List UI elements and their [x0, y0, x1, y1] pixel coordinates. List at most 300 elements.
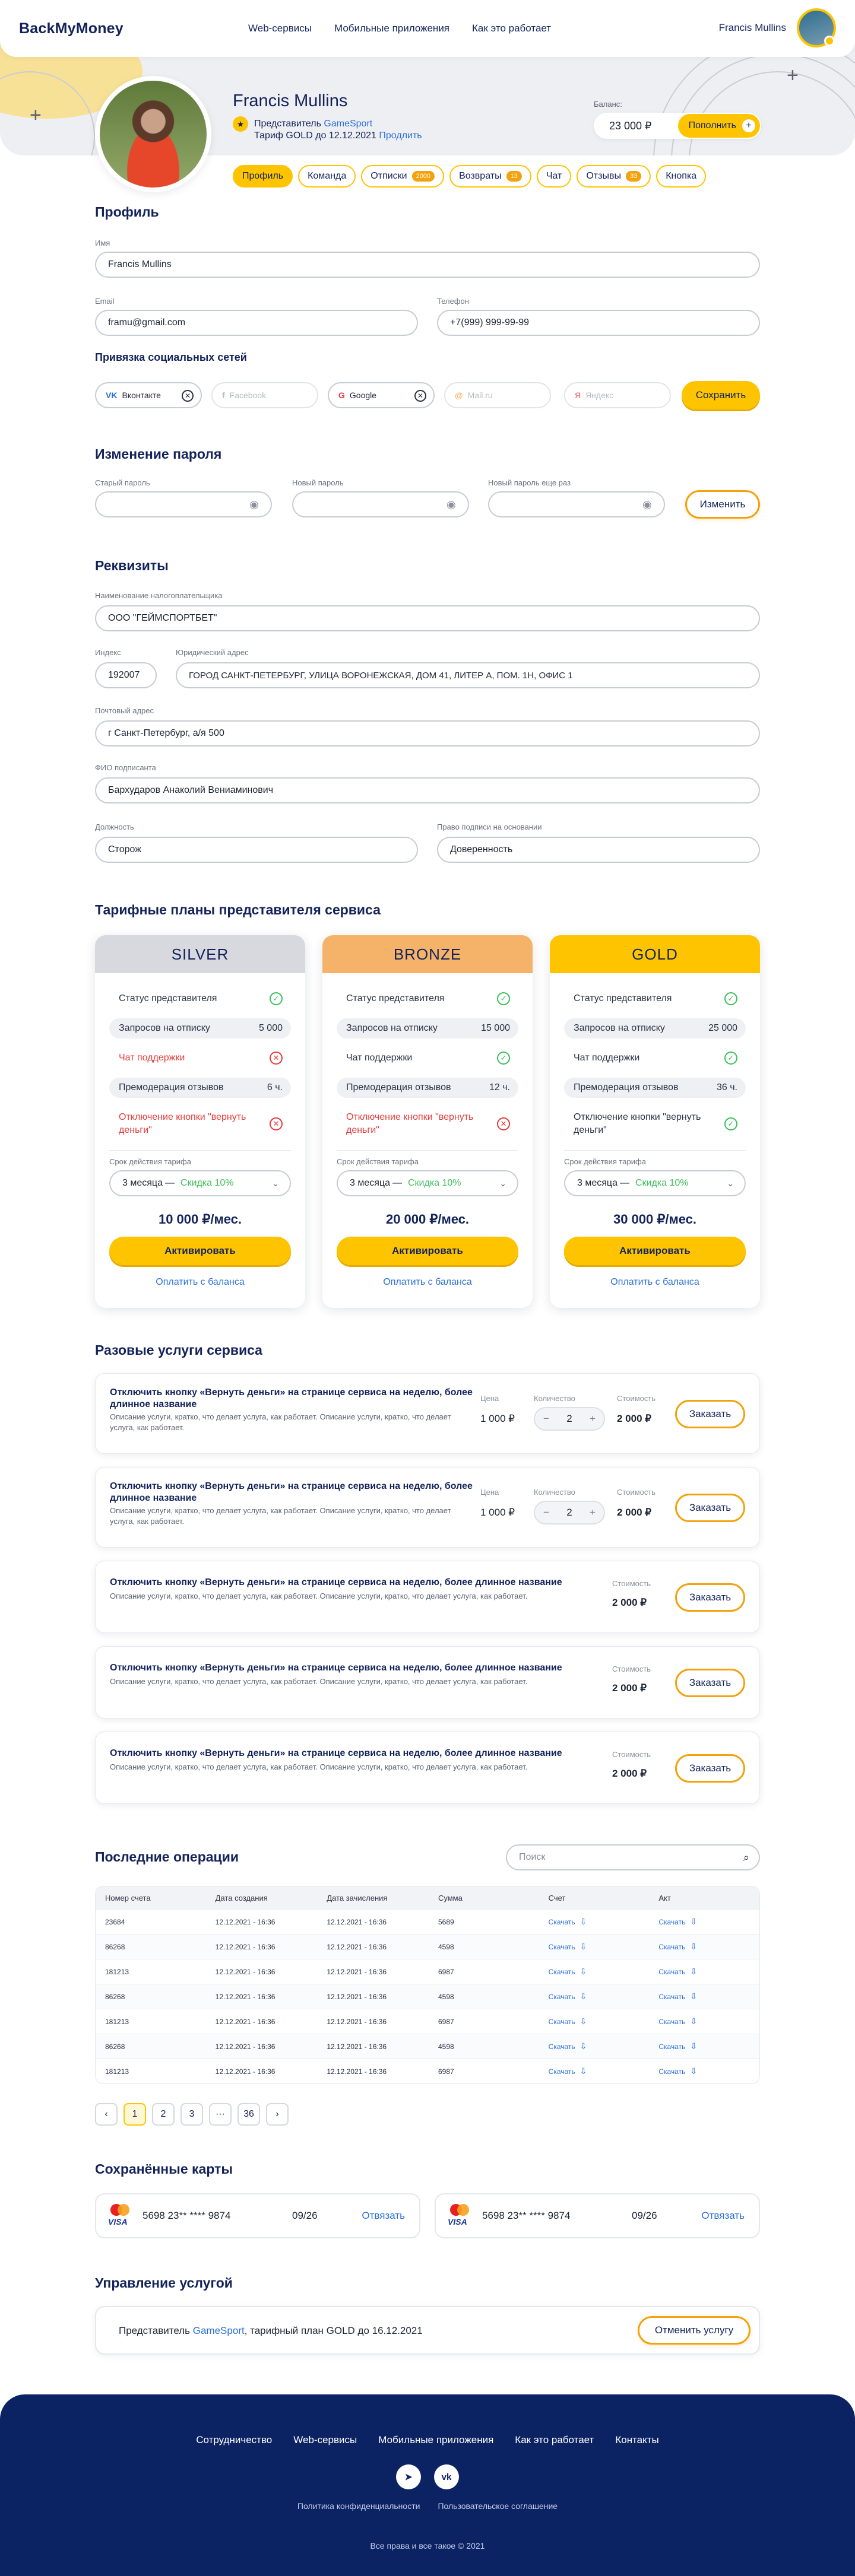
feature-label: Премодерация отзывов: [346, 1082, 451, 1092]
activate-button[interactable]: Активировать: [337, 1237, 518, 1265]
save-button[interactable]: Сохранить: [682, 381, 760, 409]
social-label: Google: [349, 390, 377, 400]
price-label: Цена: [480, 1394, 499, 1403]
eye-icon[interactable]: ◉: [642, 498, 652, 510]
download-icon: ⇩: [690, 1991, 698, 2001]
download-invoice-link[interactable]: [539, 1910, 650, 1934]
plus-icon: +: [742, 119, 755, 132]
table-cell: 5689: [438, 1917, 454, 1926]
plan-card: [95, 935, 305, 1308]
download-act-link[interactable]: [649, 1984, 759, 2009]
social-title: Привязка социальных сетей: [95, 351, 247, 363]
new-password-field[interactable]: [292, 491, 469, 517]
download-invoice-link[interactable]: [539, 1935, 650, 1959]
cost-value: 2 000 ₽: [612, 1768, 647, 1779]
email-field[interactable]: framu@gmail.com: [95, 310, 418, 336]
table-row: [96, 1934, 759, 1959]
order-button[interactable]: Заказать: [675, 1400, 745, 1428]
search-icon[interactable]: ⌕: [743, 1851, 749, 1863]
plan-divider: [564, 1150, 746, 1151]
plan-feature-row: [337, 989, 518, 1009]
nav-mobile-apps[interactable]: Мобильные приложения: [334, 23, 450, 34]
term-value: 3 месяца: [577, 1178, 618, 1188]
download-label: Скачать: [548, 1917, 575, 1926]
column-header[interactable]: Сумма: [438, 1893, 463, 1902]
feature-value: 36 ч.: [716, 1082, 737, 1092]
position-field[interactable]: Сторож: [95, 837, 418, 863]
minus-icon[interactable]: −: [543, 1507, 549, 1518]
table-cell: 12.12.2021 - 16:36: [215, 1992, 276, 2001]
table-cell: 23684: [105, 1917, 125, 1926]
term-dash: —: [164, 1178, 175, 1188]
check-icon: ✓: [724, 1052, 737, 1065]
download-act-link[interactable]: [649, 1935, 759, 1959]
minus-icon[interactable]: −: [543, 1413, 549, 1424]
yandex-icon: Я: [575, 390, 581, 400]
plan-feature-row: [109, 1078, 291, 1098]
table-cell: 12.12.2021 - 16:36: [327, 1942, 387, 1951]
plus-icon[interactable]: +: [590, 1507, 596, 1518]
table-cell: 12.12.2021 - 16:36: [327, 2042, 387, 2051]
column-header[interactable]: Номер счета: [105, 1893, 151, 1902]
order-button[interactable]: Заказать: [675, 1669, 745, 1697]
tab-label: Команда: [308, 171, 347, 181]
mailru-icon: @: [455, 390, 463, 400]
feature-value: 6 ч.: [267, 1082, 283, 1092]
topup-label: Пополнить: [688, 120, 736, 131]
service-manage-panel: [95, 2306, 760, 2355]
pay-from-balance-link[interactable]: Оплатить с баланса: [383, 1277, 472, 1287]
cancel-service-button[interactable]: Отменить услугу: [638, 2316, 750, 2345]
column-header[interactable]: Счет: [548, 1893, 566, 1902]
cost-label: Стоимость: [612, 1579, 651, 1588]
table-row: [96, 1909, 759, 1934]
pay-from-balance-link[interactable]: Оплатить с баланса: [156, 1277, 245, 1287]
unlink-icon[interactable]: ✕: [414, 390, 426, 402]
term-label: Срок действия тарифа: [564, 1157, 646, 1166]
repeat-password-field[interactable]: [488, 491, 665, 517]
social-yandex[interactable]: [564, 382, 671, 408]
top-bar: [0, 0, 855, 57]
download-label: Скачать: [658, 1992, 686, 2001]
vk-icon: VK: [106, 390, 118, 400]
service-title: Отключить кнопку «Вернуть деньги» на странице сервиса на неделю, более длинное название: [110, 1387, 473, 1409]
table-header: [96, 1886, 759, 1909]
user-menu[interactable]: [719, 8, 836, 47]
social-google[interactable]: [328, 382, 435, 408]
quantity-value: 2: [566, 1507, 572, 1518]
company-link[interactable]: GameSport: [324, 119, 373, 129]
feature-value: 12 ч.: [489, 1082, 510, 1092]
avatar[interactable]: [797, 8, 836, 47]
feature-label: Чат поддержки: [574, 1053, 640, 1063]
social-facebook[interactable]: [211, 382, 318, 408]
price-value: 1 000 ₽: [480, 1413, 515, 1424]
tab-label: Профиль: [242, 171, 284, 181]
card-number: 5698 23** **** 9874: [482, 2210, 571, 2221]
social-vk[interactable]: [95, 382, 202, 408]
plan-feature-row: [564, 1048, 746, 1068]
download-label: Скачать: [548, 1967, 575, 1976]
requisites-title: Реквизиты: [95, 558, 169, 573]
tab-refunds[interactable]: [449, 165, 531, 188]
search-input[interactable]: [506, 1844, 760, 1870]
download-label: Скачать: [548, 2017, 575, 2026]
service-description: Описание услуги, кратко, что делает услуга, как работает. Описание услуги, кратко, что делает услуга, как работает.: [110, 1412, 451, 1432]
table-cell: 181213: [105, 1967, 129, 1976]
search-placeholder: Поиск: [519, 1852, 546, 1862]
check-icon: ✓: [497, 1052, 510, 1065]
footer-link-web[interactable]: Web-сервисы: [293, 2434, 357, 2445]
social-label: Яндекс: [585, 390, 614, 400]
social-label: Вконтакте: [122, 390, 161, 400]
cost-value: 2 000 ₽: [612, 1682, 647, 1694]
table-row: [96, 1959, 759, 1984]
plan-feature-row: [109, 989, 291, 1009]
signer-field[interactable]: Бархударов Анаколий Вениаминович: [95, 777, 760, 803]
plan-feature-row: [109, 1048, 291, 1068]
legal-address-field[interactable]: ГОРОД САНКТ-ПЕТЕРБУРГ, УЛИЦА ВОРОНЕЖСКАЯ, ДОМ 41, ЛИТЕР А, ПОМ. 1Н, ОФИС 1: [176, 662, 760, 688]
download-label: Скачать: [548, 2042, 575, 2051]
download-label: Скачать: [658, 1942, 686, 1951]
price-label: Цена: [480, 1488, 499, 1497]
tab-label: Отписки: [370, 171, 407, 181]
old-password-label: Старый пароль: [95, 478, 150, 487]
download-invoice-link[interactable]: [539, 2009, 650, 2034]
feature-label: Чат поддержки: [346, 1053, 413, 1063]
name-field[interactable]: Francis Mullins: [95, 252, 760, 278]
term-dash: —: [392, 1178, 402, 1188]
page-button[interactable]: 1: [124, 2103, 146, 2126]
cost-label: Стоимость: [612, 1750, 651, 1759]
activate-button[interactable]: Активировать: [564, 1237, 746, 1265]
check-icon: ✓: [724, 1117, 737, 1130]
download-icon: ⇩: [690, 1942, 698, 1951]
service-item: [95, 1646, 760, 1719]
cost-value: 2 000 ₽: [617, 1413, 652, 1424]
service-description: Описание услуги, кратко, что делает услуга, как работает. Описание услуги, кратко, что делает услуга, как работает.: [110, 1677, 528, 1686]
count-badge: 2000: [412, 171, 435, 182]
table-cell: 12.12.2021 - 16:36: [215, 1917, 276, 1926]
manage-prefix: Представитель: [119, 2325, 191, 2336]
index-field[interactable]: 192007: [95, 662, 157, 688]
tab-team[interactable]: [298, 165, 356, 188]
page-button[interactable]: 3: [180, 2103, 203, 2126]
plan-feature-row: [337, 1018, 518, 1038]
plan-divider: [109, 1150, 291, 1151]
service-description: Описание услуги, кратко, что делает услуга, как работает. Описание услуги, кратко, что делает услуга, как работает.: [110, 1592, 528, 1600]
download-icon: ⇩: [580, 1917, 587, 1926]
operations-title: Последние операции: [95, 1849, 239, 1864]
table-cell: 4598: [438, 1942, 454, 1951]
feature-label: Отключение кнопки "вернуть деньги": [346, 1112, 474, 1135]
pay-from-balance-link[interactable]: Оплатить с баланса: [610, 1277, 699, 1287]
download-icon: ⇩: [690, 1917, 698, 1926]
table-cell: 181213: [105, 2017, 129, 2026]
check-icon: ✓: [270, 992, 283, 1005]
term-value: 3 месяца: [350, 1178, 390, 1188]
order-button[interactable]: Заказать: [675, 1754, 745, 1783]
table-cell: 12.12.2021 - 16:36: [215, 1942, 276, 1951]
footer-link-contacts[interactable]: Контакты: [615, 2434, 659, 2445]
plan-price: 20 000 ₽/мес.: [385, 1212, 470, 1227]
social-mailru[interactable]: [444, 382, 551, 408]
download-label: Скачать: [658, 1917, 686, 1926]
profile-tariff: [254, 131, 422, 141]
index-label: Индекс: [95, 648, 121, 657]
unlink-icon[interactable]: ✕: [182, 390, 194, 402]
unlink-card-link[interactable]: Отвязать: [362, 2210, 405, 2221]
price-value: 1 000 ₽: [480, 1507, 515, 1518]
column-header[interactable]: Дата зачисления: [327, 1893, 388, 1902]
count-badge: 13: [506, 171, 522, 182]
saved-card: [435, 2193, 760, 2238]
service-title: Отключить кнопку «Вернуть деньги» на странице сервиса на неделю, более длинное название: [110, 1748, 562, 1758]
download-label: Скачать: [658, 1967, 686, 1976]
term-select[interactable]: [564, 1170, 746, 1196]
google-icon: G: [338, 390, 345, 400]
download-label: Скачать: [548, 1992, 575, 2001]
chevron-down-icon: ⌄: [727, 1179, 734, 1188]
table-cell: 86268: [105, 1942, 125, 1951]
cost-label: Стоимость: [617, 1488, 656, 1497]
card-expiry: 09/26: [292, 2210, 318, 2221]
cross-icon: ✕: [270, 1117, 283, 1130]
feature-label: Чат поддержки: [119, 1053, 185, 1063]
table-cell: 12.12.2021 - 16:36: [327, 1917, 387, 1926]
user-name: Francis Mullins: [718, 22, 786, 33]
feature-label: Запросов на отписку: [574, 1023, 665, 1033]
column-header[interactable]: Акт: [658, 1893, 671, 1902]
logo[interactable]: BackMyMoney: [19, 20, 124, 37]
terms-link[interactable]: Пользовательское соглашение: [438, 2501, 558, 2511]
plan-feature-row: [564, 989, 746, 1009]
table-cell: 12.12.2021 - 16:36: [327, 2067, 387, 2076]
balance-value: 23 000 ₽: [609, 119, 652, 132]
table-row: [96, 2009, 759, 2034]
download-act-link[interactable]: [649, 1910, 759, 1934]
discount-value: Скидка 10%: [180, 1178, 234, 1188]
term-select[interactable]: [337, 1170, 518, 1196]
plan-feature-row: [109, 1018, 291, 1038]
basis-field[interactable]: Доверенность: [437, 837, 760, 863]
plan-price: 30 000 ₽/мес.: [613, 1212, 697, 1227]
main-nav: [248, 23, 551, 34]
cost-label: Стоимость: [617, 1394, 656, 1403]
quantity-stepper[interactable]: [534, 1407, 605, 1431]
download-act-link[interactable]: [649, 2009, 759, 2034]
profile-name: Francis Mullins: [233, 91, 348, 110]
manage-suffix: , тарифный план GOLD до 16.12.2021: [244, 2325, 423, 2336]
term-label: Срок действия тарифа: [109, 1157, 191, 1166]
term-select[interactable]: [109, 1170, 291, 1196]
card-expiry: 09/26: [632, 2210, 657, 2221]
nav-how-it-works[interactable]: Как это работает: [472, 23, 552, 34]
taxpayer-field[interactable]: ООО "ГЕЙМСПОРТБЕТ": [95, 605, 760, 631]
eye-icon[interactable]: ◉: [446, 498, 456, 510]
tab-unsubscribes[interactable]: [361, 165, 444, 188]
download-icon: ⇩: [690, 1967, 698, 1976]
plan-feature-row: [109, 1107, 291, 1141]
saved-cards: [95, 2193, 760, 2241]
vk-icon[interactable]: vk: [434, 2464, 459, 2489]
balance-label: Баланс:: [594, 100, 622, 109]
email-label: Email: [95, 297, 115, 306]
mastercard-circle: [118, 2204, 129, 2216]
download-icon: ⇩: [580, 1942, 587, 1951]
eye-icon[interactable]: ◉: [249, 498, 259, 510]
page-button[interactable]: 36: [238, 2103, 260, 2126]
footer-legal: [0, 2501, 855, 2511]
feature-label: Отключение кнопки "вернуть деньги": [119, 1112, 246, 1135]
download-act-link[interactable]: [649, 2034, 759, 2059]
order-button[interactable]: Заказать: [675, 1583, 745, 1612]
cards-title: Сохранённые карты: [95, 2161, 233, 2177]
footer-nav: [0, 2434, 855, 2446]
term-label: Срок действия тарифа: [337, 1157, 419, 1166]
term-dash: —: [619, 1178, 629, 1188]
column-header[interactable]: Дата создания: [215, 1893, 268, 1902]
status-dot-icon: [824, 36, 835, 46]
services-title: Разовые услуги сервиса: [95, 1342, 262, 1358]
feature-label: Статус представителя: [346, 993, 445, 1003]
operations-table: [95, 1886, 760, 2084]
plan-card: [322, 935, 533, 1308]
table-cell: 86268: [105, 1992, 125, 2001]
page-button[interactable]: 2: [152, 2103, 175, 2126]
service-item: [95, 1467, 760, 1548]
service-description: Описание услуги, кратко, что делает услуга, как работает. Описание услуги, кратко, что делает услуга, как работает.: [110, 1506, 451, 1526]
plus-icon[interactable]: +: [590, 1413, 596, 1424]
company-link[interactable]: GameSport: [192, 2325, 245, 2336]
activate-button[interactable]: Активировать: [109, 1237, 291, 1265]
cost-value: 2 000 ₽: [617, 1507, 652, 1518]
plan-name: GOLD: [550, 935, 760, 973]
signer-label: ФИО подписанта: [95, 763, 156, 772]
service-title: Отключить кнопку «Вернуть деньги» на странице сервиса на неделю, более длинное название: [110, 1663, 562, 1673]
prev-page-button[interactable]: ‹: [95, 2103, 118, 2126]
card-number: 5698 23** **** 9874: [142, 2210, 231, 2221]
download-act-link[interactable]: [649, 2059, 759, 2083]
discount-value: Скидка 10%: [635, 1178, 689, 1188]
feature-label: Премодерация отзывов: [574, 1082, 679, 1092]
visa-icon: VISA: [448, 2217, 467, 2226]
tab-label: Кнопка: [666, 171, 697, 181]
quantity-value: 2: [566, 1413, 572, 1424]
chevron-down-icon: ⌄: [499, 1179, 506, 1188]
nav-web-services[interactable]: Web-сервисы: [248, 23, 312, 34]
quantity-stepper[interactable]: [534, 1501, 605, 1524]
plans-grid: [95, 935, 760, 1315]
tab-reviews[interactable]: [577, 165, 651, 188]
table-cell: 6987: [438, 2017, 454, 2026]
order-button[interactable]: Заказать: [675, 1494, 745, 1522]
manage-text: [119, 2325, 423, 2337]
tab-button[interactable]: [656, 165, 706, 188]
download-invoice-link[interactable]: [539, 2034, 650, 2059]
table-cell: 12.12.2021 - 16:36: [327, 1992, 387, 2001]
card-brand-icon: [108, 2204, 132, 2228]
plan-feature-row: [337, 1107, 518, 1141]
table-row: [96, 2034, 759, 2059]
taxpayer-label: Наименование налогоплательщика: [95, 591, 223, 600]
table-cell: 12.12.2021 - 16:36: [215, 2017, 276, 2026]
service-description: Описание услуги, кратко, что делает услуга, как работает. Описание услуги, кратко, что делает услуга, как работает.: [110, 1762, 528, 1771]
download-label: Скачать: [658, 2017, 686, 2026]
profile-photo: [95, 76, 211, 192]
feature-label: Премодерация отзывов: [119, 1082, 224, 1092]
cost-label: Стоимость: [612, 1665, 651, 1673]
discount-value: Скидка 10%: [407, 1178, 461, 1188]
tab-label: Отзывы: [586, 171, 621, 181]
table-cell: 181213: [105, 2067, 129, 2076]
star-icon: ★: [233, 116, 248, 132]
profile-tabs: [233, 165, 706, 188]
service-item: [95, 1561, 760, 1633]
plan-card: [550, 935, 760, 1308]
feature-value: 15 000: [481, 1023, 510, 1033]
pagination: [95, 2103, 289, 2126]
plan-feature-row: [337, 1048, 518, 1068]
table-cell: 12.12.2021 - 16:36: [215, 1967, 276, 1976]
table-row: [96, 1984, 759, 2009]
table-cell: 12.12.2021 - 16:36: [215, 2042, 276, 2051]
check-icon: ✓: [497, 992, 510, 1005]
old-password-field[interactable]: [95, 491, 272, 517]
footer-link-mobile[interactable]: Мобильные приложения: [378, 2434, 494, 2445]
profile-title: Профиль: [95, 204, 159, 220]
feature-label: Запросов на отписку: [346, 1023, 438, 1033]
topup-button[interactable]: [678, 114, 760, 138]
download-invoice-link[interactable]: [539, 1984, 650, 2009]
unlink-card-link[interactable]: Отвязать: [701, 2210, 745, 2221]
phone-label: Телефон: [437, 297, 469, 306]
download-invoice-link[interactable]: [539, 2059, 650, 2083]
postal-address-field[interactable]: г Санкт-Петербург, а/я 500: [95, 720, 760, 747]
footer-link-how[interactable]: Как это работает: [515, 2434, 594, 2445]
phone-field[interactable]: +7(999) 999-99-99: [437, 310, 760, 336]
service-title: Отключить кнопку «Вернуть деньги» на странице сервиса на неделю, более длинное название: [110, 1481, 473, 1503]
download-invoice-link[interactable]: [539, 1959, 650, 1984]
service-item: [95, 1732, 760, 1804]
password-title: Изменение пароля: [95, 446, 222, 462]
extend-tariff-link[interactable]: Продлить: [379, 131, 422, 141]
tab-chat[interactable]: [537, 165, 572, 188]
download-icon: ⇩: [690, 2041, 698, 2051]
feature-label: Отключение кнопки "вернуть деньги": [574, 1112, 701, 1135]
download-icon: ⇩: [580, 2016, 587, 2026]
download-icon: ⇩: [580, 1991, 587, 2001]
plan-name: SILVER: [95, 935, 305, 973]
download-icon: ⇩: [580, 2041, 587, 2051]
plan-name: BRONZE: [322, 935, 533, 973]
change-password-button[interactable]: Изменить: [685, 490, 760, 519]
role-prefix: Представитель: [254, 119, 321, 129]
cross-icon: ✕: [270, 1052, 283, 1065]
social-label: Mail.ru: [467, 390, 493, 400]
privacy-link[interactable]: Политика конфиденциальности: [297, 2501, 420, 2511]
download-act-link[interactable]: [649, 1959, 759, 1984]
count-badge: 33: [626, 171, 641, 182]
next-page-button[interactable]: ›: [266, 2103, 289, 2126]
telegram-icon[interactable]: ➤: [396, 2464, 421, 2489]
download-icon: ⇩: [690, 2066, 698, 2076]
table-cell: 6987: [438, 2067, 454, 2076]
footer-link-cooperation[interactable]: Сотрудничество: [196, 2434, 273, 2445]
name-label: Имя: [95, 239, 110, 247]
tab-profile[interactable]: [233, 165, 293, 188]
page-button[interactable]: ···: [209, 2103, 232, 2126]
